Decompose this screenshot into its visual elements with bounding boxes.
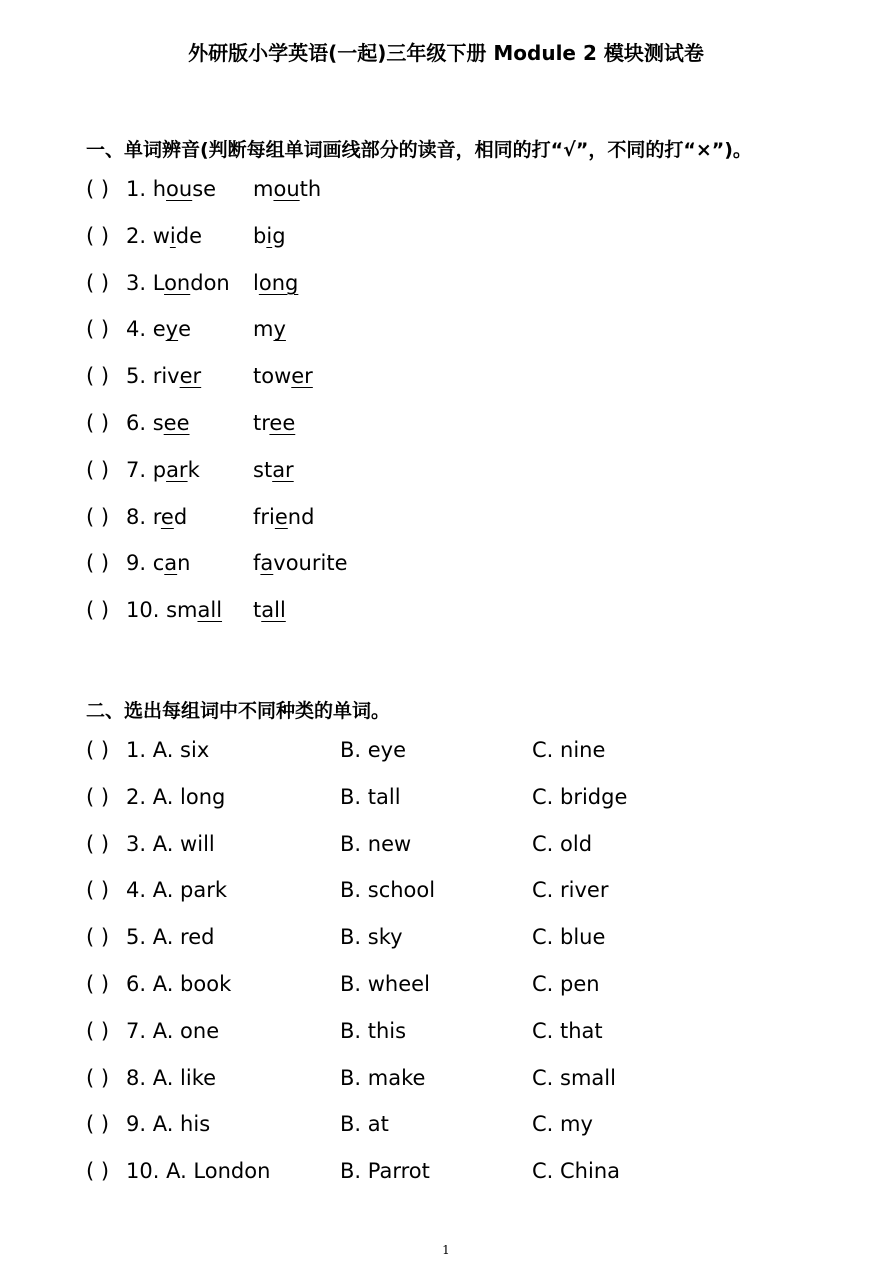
underlined-part: ou [166, 177, 193, 201]
option-a: 10. A. London [126, 1159, 271, 1184]
word-b [253, 551, 348, 575]
word-part: L [152, 270, 165, 295]
option-b: B. Parrot [340, 1159, 430, 1184]
word-part: de [175, 223, 202, 248]
option-a: 8. A. like [126, 1065, 217, 1090]
underlined-part: i [266, 223, 273, 248]
option-c: C. blue [532, 925, 606, 950]
word-part: p [152, 457, 167, 482]
word-part: riv [152, 364, 180, 389]
underlined-part: i [169, 223, 176, 248]
answer-blank: ( ) [86, 551, 110, 576]
word-part: f [253, 551, 261, 576]
word-part: vourite [273, 551, 348, 576]
option-c: C. China [532, 1159, 620, 1184]
answer-blank: ( ) [86, 831, 110, 856]
option-b: B. make [340, 1065, 426, 1090]
section-1-heading: 一、单词辨音(判断每组单词画线部分的读音，相同的打“√”，不同的打“×”)。 [86, 139, 752, 161]
underlined-part: e [160, 504, 174, 529]
answer-blank: ( ) [86, 411, 110, 435]
answer-blank: ( ) [86, 177, 110, 201]
option-a: 4. A. park [126, 878, 228, 903]
answer-blank: ( ) [86, 270, 110, 295]
option-b: B. school [340, 878, 436, 903]
underlined-part: y [165, 317, 179, 342]
word-part: r [152, 504, 161, 529]
word-part: n [177, 551, 191, 576]
word-part: e [178, 317, 191, 342]
item-number: 9. [126, 551, 153, 576]
word-b [253, 411, 295, 435]
word-part: fri [253, 504, 275, 529]
option-b: B. new [340, 831, 412, 856]
word-a [126, 317, 191, 341]
option-b: B. tall [340, 784, 401, 809]
word-a [126, 598, 222, 622]
word-part: t [253, 598, 262, 623]
underlined-part: er [179, 364, 202, 389]
word-part: tr [253, 411, 270, 435]
word-part: nd [287, 504, 315, 529]
item-number: 7. [126, 457, 153, 482]
word-b [253, 364, 313, 388]
word-part: l [253, 270, 259, 295]
section-2-heading: 二、选出每组词中不同种类的单词。 [86, 700, 391, 722]
option-b: B. sky [340, 925, 403, 950]
item-number: 8. [126, 504, 153, 529]
underlined-part: all [261, 598, 286, 623]
underlined-part: y [273, 317, 286, 342]
answer-blank: ( ) [86, 878, 110, 903]
answer-blank: ( ) [86, 738, 110, 762]
word-part: th [299, 177, 322, 201]
option-c: C. bridge [532, 784, 628, 809]
word-part: s [152, 411, 164, 435]
item-number: 6. [126, 411, 153, 435]
word-part: tow [253, 364, 292, 389]
option-b: B. at [340, 1112, 389, 1137]
option-c: C. pen [532, 972, 600, 996]
underlined-part: ee [163, 411, 190, 435]
underlined-part: ou [273, 177, 300, 201]
answer-blank: ( ) [86, 364, 110, 389]
answer-blank: ( ) [86, 457, 110, 482]
answer-blank: ( ) [86, 317, 110, 342]
answer-blank: ( ) [86, 1112, 110, 1137]
underlined-part: a [164, 551, 178, 576]
word-a [126, 271, 230, 295]
word-a [126, 177, 216, 201]
word-b [253, 505, 314, 529]
option-a: 7. A. one [126, 1018, 220, 1043]
option-a: 9. A. his [126, 1112, 211, 1137]
option-c: C. small [532, 1065, 616, 1090]
item-number: 4. [126, 317, 153, 342]
item-number: 5. [126, 364, 153, 389]
option-c: C. that [532, 1018, 603, 1043]
answer-blank: ( ) [86, 504, 110, 529]
option-a: 6. A. book [126, 972, 232, 996]
answer-blank: ( ) [86, 784, 110, 809]
answer-blank: ( ) [86, 1159, 110, 1184]
underlined-part: ar [166, 457, 188, 482]
option-b: B. this [340, 1018, 407, 1043]
page-title: 外研版小学英语(一起)三年级下册 Module 2 模块测试卷 [188, 41, 704, 65]
underlined-part: ar [272, 457, 294, 482]
underlined-part: ong [258, 270, 299, 295]
word-part: don [190, 270, 230, 295]
option-a: 3. A. will [126, 831, 215, 856]
option-c: C. my [532, 1112, 593, 1137]
word-a [126, 224, 202, 248]
underlined-part: ee [269, 411, 296, 435]
word-b [253, 177, 321, 201]
word-a [126, 458, 200, 482]
word-part: g [272, 223, 286, 248]
underlined-part: er [291, 364, 313, 389]
word-part: k [187, 457, 200, 482]
underlined-part: e [274, 504, 288, 529]
word-a [126, 551, 190, 575]
option-b: B. eye [340, 738, 407, 762]
underlined-part: a [260, 551, 274, 576]
word-part: m [253, 177, 274, 201]
answer-blank: ( ) [86, 1065, 110, 1090]
item-number: 10. [126, 598, 167, 623]
item-number: 2. [126, 223, 153, 248]
answer-blank: ( ) [86, 972, 110, 996]
answer-blank: ( ) [86, 925, 110, 950]
word-part: e [152, 317, 166, 342]
word-b [253, 271, 298, 295]
underlined-part: on [164, 270, 191, 295]
answer-blank: ( ) [86, 223, 110, 248]
option-c: C. old [532, 831, 593, 856]
item-number: 1. [126, 177, 153, 201]
page-number: 1 [442, 1243, 450, 1257]
word-a [126, 364, 201, 388]
option-a: 2. A. long [126, 784, 226, 809]
word-b [253, 317, 286, 341]
word-part: m [253, 317, 274, 342]
word-part: st [253, 457, 273, 482]
word-part: h [152, 177, 167, 201]
word-part: sm [166, 598, 198, 623]
word-b [253, 224, 286, 248]
word-b [253, 598, 286, 622]
answer-blank: ( ) [86, 598, 110, 623]
option-a: 1. A. six [126, 738, 210, 762]
option-b: B. wheel [340, 972, 430, 996]
word-part: c [152, 551, 165, 576]
option-c: C. nine [532, 738, 606, 762]
answer-blank: ( ) [86, 1018, 110, 1043]
option-c: C. river [532, 878, 609, 903]
word-a [126, 411, 190, 435]
word-part: se [192, 177, 217, 201]
word-a [126, 505, 187, 529]
item-number: 3. [126, 270, 153, 295]
word-part: b [253, 223, 267, 248]
word-part: d [173, 504, 188, 529]
option-a: 5. A. red [126, 925, 215, 950]
underlined-part: all [197, 598, 223, 623]
word-b [253, 458, 294, 482]
word-part: w [152, 223, 170, 248]
